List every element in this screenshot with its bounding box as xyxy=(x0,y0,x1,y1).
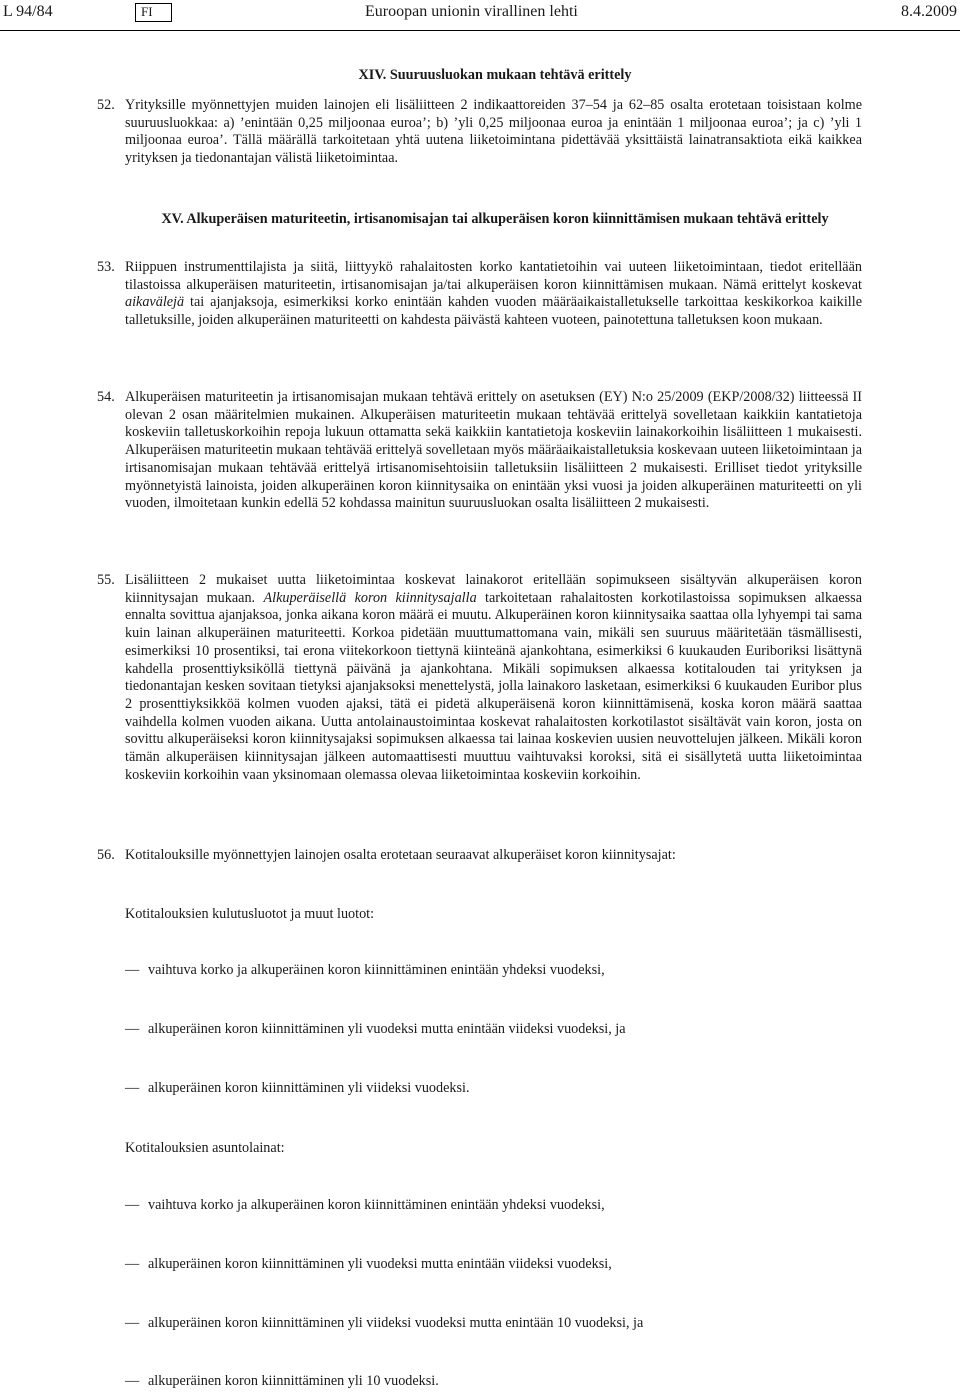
paragraph-number: 53. xyxy=(97,259,115,275)
dash-mark: — xyxy=(125,1373,140,1389)
dash-mark: — xyxy=(125,1256,140,1272)
italic-term: Alkuperäisellä koron kiinnitysajalla xyxy=(263,589,477,606)
dash-mark: — xyxy=(125,1021,140,1037)
dash-mark: — xyxy=(125,1315,140,1331)
paragraph-54 xyxy=(97,389,862,513)
housing-item: — alkuperäinen koron kiinnittäminen yli 10 vuodeksi. xyxy=(125,1373,439,1389)
language-box: FI xyxy=(135,3,172,22)
journal-title: Euroopan unionin virallinen lehti xyxy=(365,3,578,20)
consumer-loans-label: Kotitalouksien kulutusluotot ja muut luotot: xyxy=(125,906,375,922)
paragraph-52 xyxy=(97,97,862,168)
consumer-item: — vaihtuva korko ja alkuperäinen koron kiinnittäminen enintään yhdeksi vuodeksi, xyxy=(125,962,605,978)
paragraph-text: Riippuen instrumenttilajista ja siitä, liittyykö rahalaitosten korko kantatietoihin vai uuteen liiketoimintaan, tiedot eritellään tilastoissa alkuperäisen maturiteetin, irtisanomisajan ja/tai alkuperäisen koron kiinnittämisen mukaan. Nämä erittelyt koskevat aikavälejä tai ajanjaksoja, esimerkiksi korko enintään kahden vuoden määräaikaistalletukselle tarkoittaa keskikorkoa kaikille talletuksille, joiden alkuperäinen maturiteetti on kahdesta päivästä kahteen vuoteen, painotettuna talletuksen koon mukaan. xyxy=(125,259,862,329)
paragraph-text: Lisäliitteen 2 mukaiset uutta liiketoimintaa koskevat lainakorot eritellään sopimukseen sisältyvän alkuperäisen koron kiinnitysajan mukaan. Alkuperäisellä koron kiinnitysajalla tarkoitetaan rahalaitosten korkotilastoissa sopimuksen alkaessa ennalta sovittua ajanjaksoa, jonka aikana koron määrä ei muutu. Alkuperäinen koron kiinnitysaika saattaa olla lyhyempi tai sama kuin lainan alkuperäinen maturiteetti. Korkoa pidetään muuttumattomana vain, mikäli sen suuruus määritetään täsmällisesti, esimerkiksi 10 prosentiksi, tai erona viitekorkoon tiettynä kiinteänä ajankohtana, esimerkiksi 6 kuukauden Euriboriksi lisättynä kahdella prosenttiyksiköllä tiettynä päivänä ja ajankohtana. Mikäli sopimuksen alkaessa kotitalouden tai yrityksen ja tiedonantajan kesken sovitaan tietyksi ajanjaksoksi menettelystä, jolla lainakoro lasketaan, esimerkiksi 6 kuukauden Euribor plus 2 prosenttiyksikköä kolmen vuoden ajaksi, tätä ei pidetä alkuperäisenä koron kiinnittämisenä, koska koron määrä saattaa vaihdella kolmen vuoden aikana. Uutta antolainaustoimintaa koskevat rahalaitosten korkotilastot sisältävät vain koron, josta on sovittu alkuperäiseksi koron kiinnitysajaksi sopimuksen alkaessa tai lainaa koskevien uusien neuvottelujen jälkeen. Mikäli koron tämän alkuperäisen kiinnitysajan jälkeen automaattisesti muuttuu vaihtuvaksi koroksi, sitä ei sisällytetä uutta liiketoimintaa koskeviin korkoihin vaan yksinomaan olemassa olevaa liiketoimintaa koskeviin korkoihin. xyxy=(125,572,862,783)
housing-item: — vaihtuva korko ja alkuperäinen koron kiinnittäminen enintään yhdeksi vuodeksi, xyxy=(125,1197,605,1213)
paragraph-55 xyxy=(97,572,862,784)
housing-item: — alkuperäinen koron kiinnittäminen yli vuodeksi mutta enintään viideksi vuodeksi, xyxy=(125,1256,612,1272)
paragraph-number: 52. xyxy=(97,97,115,113)
consumer-item: — alkuperäinen koron kiinnittäminen yli vuodeksi mutta enintään viideksi vuodeksi, ja xyxy=(125,1021,626,1037)
paragraph-text: Kotitalouksille myönnettyjen lainojen osalta erotetaan seuraavat alkuperäiset koron kiinnitysajat: xyxy=(125,847,676,863)
consumer-item: — alkuperäinen koron kiinnittäminen yli viideksi vuodeksi. xyxy=(125,1080,470,1096)
italic-term: aikavälejä xyxy=(125,294,185,311)
paragraph-text: Yrityksille myönnettyjen muiden lainojen eli lisäliitteen 2 indikaattoreiden 37–54 ja 62–85 osalta erotetaan toisistaan kolme suuruusluokkaa: a) ’enintään 0,25 miljoonaa euroa’; b) ’yli 0,25 miljoonaa euroa ja enintään 1 miljoonaa euroa’; ja c) ’yli 1 miljoonaa euroa’. Tällä määrällä tarkoitetaan yhtä uutena liiketoimintana pidettävää yksittäistä lainatransaktiota eikä kaikkea yrityksen ja tiedonantajan välistä liiketoimintaa. xyxy=(125,97,862,167)
housing-loans-label: Kotitalouksien asuntolainat: xyxy=(125,1140,285,1156)
section-heading-xiv: XIV. Suuruusluokan mukaan tehtävä erittely xyxy=(358,67,632,83)
paragraph-text: Alkuperäisen maturiteetin ja irtisanomisajan mukaan tehtävä erittely on asetuksen (EY) N:o 25/2009 (EKP/2008/32) liitteessä II olevan 2 osan määritelmien mukainen. Alkuperäisen maturiteetin mukaan tehtävää erittelyä sovelletaan kaikkiin kantatietoja koskeviin talletuskorkoihin repoja lukuun ottamatta sekä kaikkiin kantatietoja koskeviin lainakorkoihin lisäliitteen 1 mukaisesti. Alkuperäisen maturiteetin mukaan tehtävää erittelyä sovelletaan myös määräaikaistalletuksia koskevaan uuteen liiketoimintaan ja irtisanomisajan mukaan tehtävää erittelyä irtisanomisehtoisiin talletuksiin lisäliitteen 2 mukaisesti. Erilliset tiedot yrityksille myönnetyistä lainoista, joiden alkuperäinen koron kiinnitysaika on enintään yksi vuosi ja joiden alkuperäinen maturiteetti on yli vuoden, ilmoitetaan kunkin edellä 52 kohdassa mainitun suuruusluokan osalta lisäliitteen 2 mukaisesti. xyxy=(125,389,862,512)
paragraph-56 xyxy=(97,847,862,865)
paragraph-number: 56. xyxy=(97,847,115,863)
dash-mark: — xyxy=(125,1197,140,1213)
dash-mark: — xyxy=(125,1080,140,1096)
paragraph-number: 54. xyxy=(97,389,115,405)
publication-date: 8.4.2009 xyxy=(901,3,957,20)
page-reference: L 94/84 xyxy=(3,3,53,20)
paragraph-number: 55. xyxy=(97,572,115,588)
paragraph-53 xyxy=(97,259,862,330)
section-heading-xv: XV. Alkuperäisen maturiteetin, irtisanomisajan tai alkuperäisen koron kiinnittämisen mukaan tehtävä erittely xyxy=(161,211,829,227)
dash-mark: — xyxy=(125,962,140,978)
page-header xyxy=(0,0,960,31)
housing-item: — alkuperäinen koron kiinnittäminen yli viideksi vuodeksi mutta enintään 10 vuodeksi, ja xyxy=(125,1315,644,1331)
